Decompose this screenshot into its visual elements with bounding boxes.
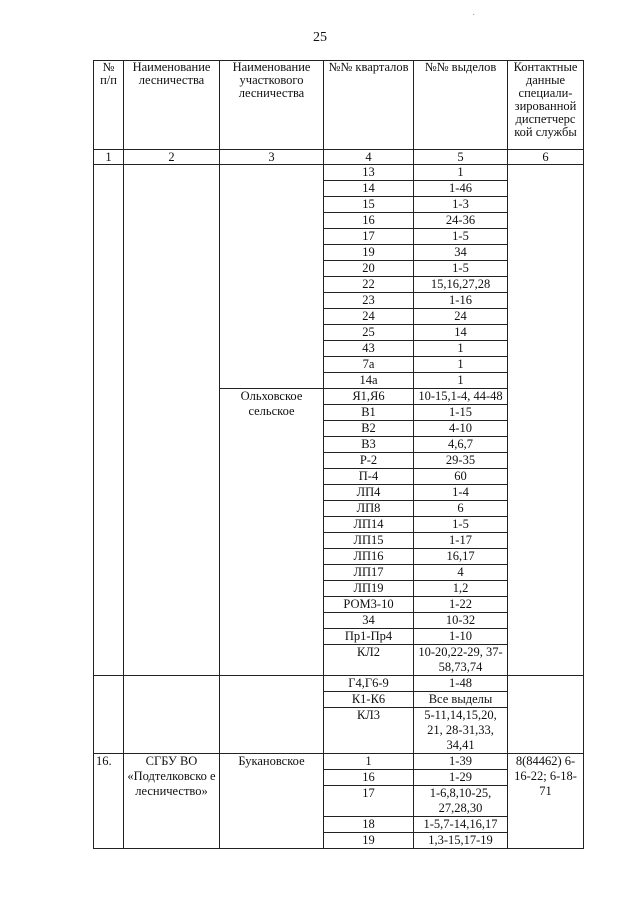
kvartal-cell: 22 [324,277,414,293]
vydel-cell: 5-11,14,15,20, 21, 28-31,33, 34,41 [414,708,508,754]
empty-num-cell [94,676,124,754]
kvartal-cell: 19 [324,833,414,849]
table-row [94,754,584,770]
col-number: 2 [124,150,220,165]
vydel-cell: 1-46 [414,181,508,197]
kvartal-cell: 1 [324,754,414,770]
empty-contact-cell [508,165,584,676]
kvartal-cell: Р-2 [324,453,414,469]
vydel-cell: 1-17 [414,533,508,549]
contact-cell: 8(84462) 6-16-22; 6-18-71 [508,754,584,849]
kvartal-cell: 17 [324,229,414,245]
header-kvartaly: №№ кварталов [324,61,414,150]
kvartal-cell: 13 [324,165,414,181]
vydel-cell: 4,6,7 [414,437,508,453]
col-number: 5 [414,150,508,165]
kvartal-cell: 18 [324,817,414,833]
kvartal-cell: ЛП17 [324,565,414,581]
vydel-cell: 1-6,8,10-25, 27,28,30 [414,786,508,817]
uchastok-name: Ольховское сельское [220,389,324,676]
vydel-cell: Все выделы [414,692,508,708]
row-number: 16. [94,754,124,849]
vydel-cell: 1-16 [414,293,508,309]
kvartal-cell: ЛП14 [324,517,414,533]
empty-leshichestvo-cell [124,676,220,754]
vydel-cell: 29-35 [414,453,508,469]
kvartal-cell: 25 [324,325,414,341]
vydel-cell: 1-5,7-14,16,17 [414,817,508,833]
forest-table [93,60,584,849]
vydel-cell: 16,17 [414,549,508,565]
vydel-cell: 15,16,27,28 [414,277,508,293]
page-number: 25 [313,30,327,45]
kvartal-cell: В1 [324,405,414,421]
vydel-cell: 60 [414,469,508,485]
kvartal-cell: 20 [324,261,414,277]
kvartal-cell: 19 [324,245,414,261]
empty-uchastok-cell [220,676,324,754]
kvartal-cell: П-4 [324,469,414,485]
kvartal-cell: 24 [324,309,414,325]
col-number: 1 [94,150,124,165]
vydel-cell: 1,2 [414,581,508,597]
kvartal-cell: ЛП8 [324,501,414,517]
header-leshichestvo: Наименование лесничества [124,61,220,150]
vydel-cell: 14 [414,325,508,341]
kvartal-cell: ЛП15 [324,533,414,549]
vydel-cell: 1-5 [414,517,508,533]
kvartal-cell: 15 [324,197,414,213]
kvartal-cell: 16 [324,770,414,786]
vydel-cell: 34 [414,245,508,261]
vydel-cell: 10-32 [414,613,508,629]
col-number: 4 [324,150,414,165]
empty-uchastok-cell [220,165,324,389]
scan-speck: · [472,10,476,21]
vydel-cell: 4 [414,565,508,581]
vydel-cell: 10-20,22-29, 37-58,73,74 [414,645,508,676]
vydel-cell: 4-10 [414,421,508,437]
kvartal-cell: К1-К6 [324,692,414,708]
vydel-cell: 1-39 [414,754,508,770]
empty-num-cell [94,165,124,676]
uchastok-name: Букановское [220,754,324,849]
kvartal-cell: В3 [324,437,414,453]
col-number: 3 [220,150,324,165]
kvartal-cell: КЛ2 [324,645,414,676]
kvartal-cell: В2 [324,421,414,437]
vydel-cell: 1 [414,357,508,373]
kvartal-cell: КЛ3 [324,708,414,754]
vydel-cell: 1-5 [414,229,508,245]
kvartal-cell: 17 [324,786,414,817]
vydel-cell: 1,3-15,17-19 [414,833,508,849]
kvartal-cell: 14а [324,373,414,389]
header-row [94,61,584,150]
vydel-cell: 1-3 [414,197,508,213]
vydel-cell: 1 [414,373,508,389]
vydel-cell: 1-48 [414,676,508,692]
table-row [94,165,584,181]
kvartal-cell: Г4,Г6-9 [324,676,414,692]
kvartal-cell: Пр1-Пр4 [324,629,414,645]
col-number: 6 [508,150,584,165]
vydel-cell: 24 [414,309,508,325]
kvartal-cell: РОМ3-10 [324,597,414,613]
vydel-cell: 24-36 [414,213,508,229]
kvartal-cell: ЛП4 [324,485,414,501]
kvartal-cell: 16 [324,213,414,229]
vydel-cell: 1 [414,341,508,357]
header-contacts: Контактные данные специали-зированной диспетчерс кой службы [508,61,584,150]
kvartal-cell: Я1,Я6 [324,389,414,405]
kvartal-cell: 14 [324,181,414,197]
kvartal-cell: ЛП19 [324,581,414,597]
empty-leshichestvo-cell [124,165,220,676]
kvartal-cell: ЛП16 [324,549,414,565]
header-uchastok: Наименование участкового лесничества [220,61,324,150]
vydel-cell: 6 [414,501,508,517]
vydel-cell: 1-10 [414,629,508,645]
table-row [94,676,584,692]
kvartal-cell: 7а [324,357,414,373]
kvartal-cell: 43 [324,341,414,357]
kvartal-cell: 23 [324,293,414,309]
column-number-row [94,150,584,165]
vydel-cell: 1-4 [414,485,508,501]
header-vydely: №№ выделов [414,61,508,150]
vydel-cell: 1-29 [414,770,508,786]
header-num: № п/п [94,61,124,150]
vydel-cell: 1 [414,165,508,181]
kvartal-cell: 34 [324,613,414,629]
vydel-cell: 1-5 [414,261,508,277]
vydel-cell: 1-22 [414,597,508,613]
vydel-cell: 10-15,1-4, 44-48 [414,389,508,405]
vydel-cell: 1-15 [414,405,508,421]
empty-contact-cell [508,676,584,754]
leshichestvo-name: СГБУ ВО «Подтелковско е лесничество» [124,754,220,849]
